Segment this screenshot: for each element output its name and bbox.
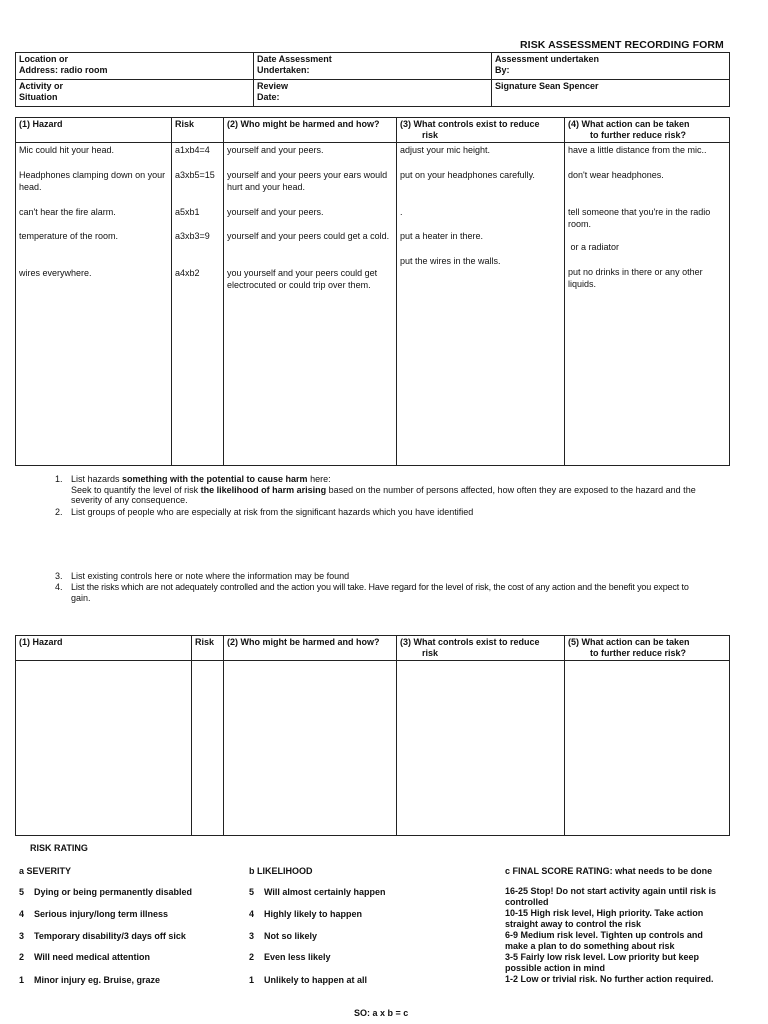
note-4-line1: List the risks which are not adequately controlled and the action you will take. Have regard for the level of risk, the cost of any action and the benefit you expect to [71, 582, 689, 592]
controls-entry: put on your headphones carefully. [400, 170, 535, 180]
likelihood-item: 3 Not so likely [249, 931, 318, 941]
col-action-header [565, 636, 730, 661]
note-4-line2: gain. [71, 592, 91, 603]
note-number: 4. [55, 582, 63, 592]
risk-entry: a1xb4=4 [175, 145, 210, 155]
activity-cell [16, 80, 254, 107]
col-risk-header: Risk [192, 636, 224, 661]
who-entry: yourself and your peers your ears would hurt and your head. [227, 170, 388, 192]
hazard-entry: wires everywhere. [19, 268, 92, 278]
col-controls-line1: (3) What controls exist to reduce [400, 637, 540, 647]
risk-empty-cell[interactable] [192, 661, 224, 836]
review-cell [254, 80, 492, 107]
note-number: 3. [55, 571, 63, 581]
note-1-line1 [71, 474, 731, 485]
controls-column [397, 143, 565, 466]
who-entry: yourself and your peers could get a cold. [227, 231, 390, 241]
final-score-item: 16-25 Stop! Do not start activity again until risk is controlled [505, 886, 717, 907]
severity-item: 5 Dying or being permanently disabled [19, 887, 193, 897]
risk-rating-title: RISK RATING [30, 843, 88, 853]
final-score-item: 1-2 Low or trivial risk. No further action required. [505, 974, 714, 984]
note-1-text [71, 474, 731, 506]
risk-entry: a4xb2 [175, 268, 200, 278]
note-2-text: List groups of people who are especially at risk from the significant hazards which you have identified [71, 507, 474, 517]
date-assessment-label: Date Assessment [257, 54, 332, 64]
likelihood-item: 5 Will almost certainly happen [249, 887, 386, 897]
note-1-line3: severity of any consequence. [71, 495, 188, 505]
activity-label: Activity or [19, 81, 64, 91]
note-3-text: List existing controls here or note where the information may be found [71, 571, 350, 581]
date-undertaken-label: Undertaken: [257, 65, 310, 75]
controls-entry: adjust your mic height. [400, 145, 491, 155]
note-1-bold: something with the potential to cause harm [122, 474, 308, 484]
severity-item: 1 Minor injury eg. Bruise, graze [19, 975, 161, 985]
assessment-by-cell [492, 53, 730, 80]
col-who-header: (2) Who might be harmed and how? [224, 636, 397, 661]
hazard-table-2 [15, 635, 730, 836]
col-controls-header [397, 636, 565, 661]
severity-item: 2 Will need medical attention [19, 952, 150, 962]
col-action-line1: (5) What action can be taken [568, 637, 690, 647]
date-assessment-cell [254, 53, 492, 80]
assessment-by-value: By: [495, 65, 510, 75]
final-score-item: 6-9 Medium risk level. Tighten up controls and make a plan to do something about risk [505, 930, 703, 951]
col-controls-line2: risk [422, 130, 439, 140]
controls-entry: put a heater in there. [400, 231, 484, 241]
severity-item: 4 Serious injury/long term illness [19, 909, 169, 919]
situation-label: Situation [19, 92, 58, 102]
who-column [224, 143, 397, 466]
col-action-line2: to further reduce risk? [590, 648, 687, 658]
col-hazard-header: (1) Hazard [16, 636, 192, 661]
note-1-post: here: [307, 474, 331, 484]
col-controls-line2: risk [422, 648, 439, 658]
col-action-line1: (4) What action can be taken [568, 119, 690, 129]
form-title: RISK ASSESSMENT RECORDING FORM [520, 39, 724, 51]
final-score-item: 3-5 Fairly low risk level. Low priority but keep possible action in mind [505, 952, 700, 973]
col-action-header [565, 118, 730, 143]
controls-entry: . [400, 207, 403, 217]
location-label: Location or [19, 54, 68, 64]
note-1b-pre: Seek to quantify the level of risk [71, 484, 201, 495]
col-who-header: (2) Who might be harmed and how? [224, 118, 397, 143]
note-1b-post: based on the number of persons affected, how often they are exposed to the hazard and the [326, 484, 696, 495]
hazard-entry: Mic could hit your head. [19, 145, 115, 155]
signature-value: Signature Sean Spencer [495, 81, 599, 91]
severity-item: 3 Temporary disability/3 days off sick [19, 931, 186, 941]
final-score-title: c FINAL SCORE RATING: what needs to be done [505, 866, 713, 876]
hazard-entry: temperature of the room. [19, 231, 119, 241]
risk-column [172, 143, 224, 466]
risk-entry: a3xb5=15 [175, 170, 215, 180]
location-cell [16, 53, 254, 80]
hazard-empty-cell[interactable] [16, 661, 192, 836]
who-entry: you yourself and your peers could get electrocuted or could trip over them. [227, 268, 378, 290]
note-number: 1. [55, 474, 63, 484]
hazard-entry: Headphones clamping down on your head. [19, 170, 166, 192]
action-entry: tell someone that you're in the radio room. [568, 207, 711, 229]
note-1-line2 [71, 485, 731, 496]
location-value: Address: radio room [19, 65, 108, 75]
controls-empty-cell[interactable] [397, 661, 565, 836]
action-entry: put no drinks in there or any other liquids. [568, 267, 703, 289]
action-entry: have a little distance from the mic.. [568, 145, 707, 155]
risk-entry: a3xb3=9 [175, 231, 210, 241]
formula: SO: a x b = c [354, 1008, 409, 1018]
likelihood-item: 2 Even less likely [249, 952, 331, 962]
hazard-column [16, 143, 172, 466]
header-table [15, 52, 730, 107]
final-score-item: 10-15 High risk level, High priority. Take action straight away to control the risk [505, 908, 704, 929]
review-label: Review [257, 81, 289, 91]
col-risk-header: Risk [172, 118, 224, 143]
severity-title: a SEVERITY [19, 866, 72, 876]
likelihood-title: b LIKELIHOOD [249, 866, 313, 876]
action-empty-cell[interactable] [565, 661, 730, 836]
note-1 [55, 474, 735, 504]
review-date-label: Date: [257, 92, 280, 102]
controls-entry: put the wires in the walls. [400, 256, 501, 266]
hazard-entry: can't hear the fire alarm. [19, 207, 116, 217]
note-number: 2. [55, 507, 63, 517]
col-controls-line1: (3) What controls exist to reduce [400, 119, 540, 129]
action-entry: or a radiator [568, 242, 620, 252]
who-entry: yourself and your peers. [227, 207, 324, 217]
col-controls-header [397, 118, 565, 143]
who-entry: yourself and your peers. [227, 145, 324, 155]
action-entry: don't wear headphones. [568, 170, 664, 180]
likelihood-item: 4 Highly likely to happen [249, 909, 363, 919]
signature-cell [492, 80, 730, 107]
note-1b-bold: the likelihood of harm arising [200, 484, 327, 495]
col-hazard-header: (1) Hazard [16, 118, 172, 143]
assessment-by-label: Assessment undertaken [495, 54, 600, 64]
likelihood-item: 1 Unlikely to happen at all [249, 975, 368, 985]
who-empty-cell[interactable] [224, 661, 397, 836]
hazard-table-1 [15, 117, 730, 466]
risk-entry: a5xb1 [175, 207, 200, 217]
note-1-pre: List hazards [71, 474, 123, 484]
action-column [565, 143, 730, 466]
col-action-line2: to further reduce risk? [590, 130, 687, 140]
note-4-text [71, 582, 735, 603]
